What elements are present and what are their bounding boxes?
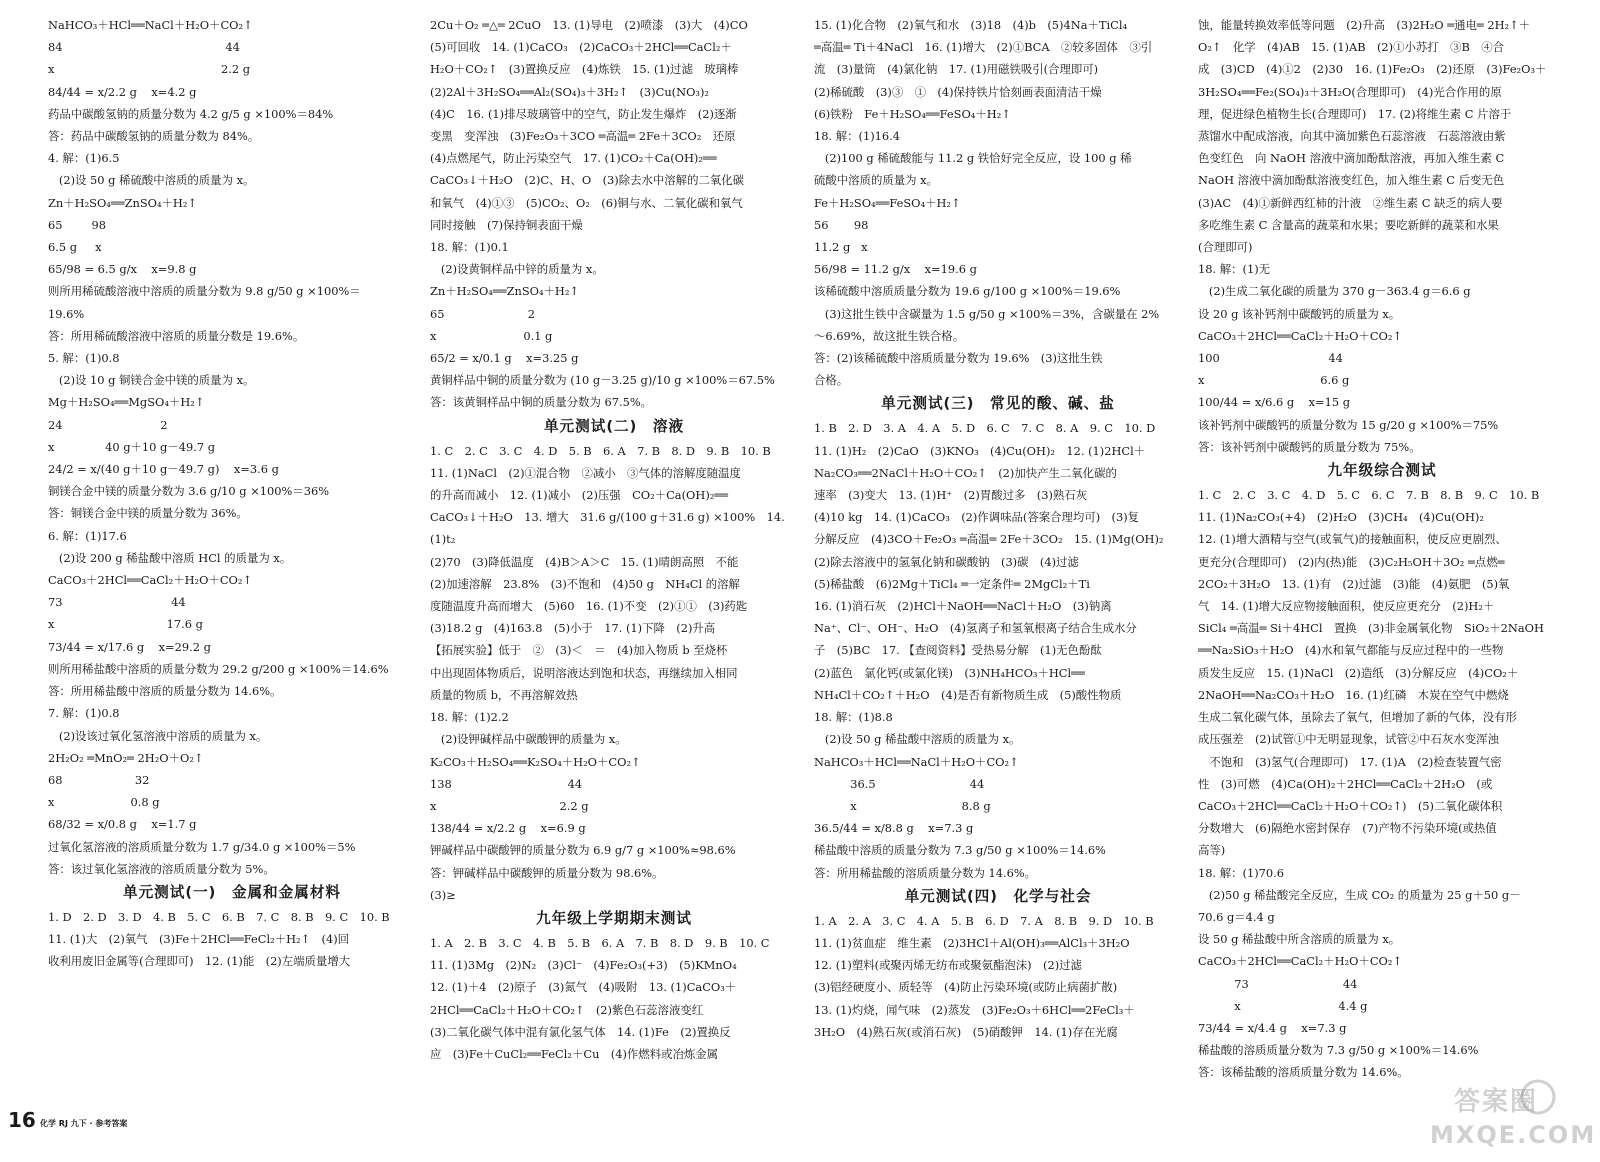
answer-line: (2)设 50 g 稀硫酸中溶质的质量为 x。 (48, 173, 255, 188)
column-1 (48, 14, 416, 973)
answer-line: (3)铝经硬度小、质轻等 (4)防止污染环境(或防止病菌扩散) (814, 980, 1118, 995)
answer-line: 36.5 44 (814, 776, 985, 791)
answer-line: 73/44 = x/4.4 g x=7.3 g (1198, 1020, 1347, 1035)
answer-line: 过氧化氢溶液的溶质质量分数为 1.7 g/34.0 g ×100%＝5% (48, 839, 356, 854)
answer-line: x 2.2 g (430, 798, 589, 813)
answer-line: 分解反应 (4)3CO＋Fe₂O₃ ═高温═ 2Fe＋3CO₂ 15. (1)Mg(OH)₂ (814, 532, 1164, 547)
column-4 (1198, 14, 1566, 1084)
answer-line: Zn＋H₂SO₄══ZnSO₄＋H₂↑ (430, 284, 579, 299)
answer-line: 24 2 (48, 417, 168, 432)
answer-line: 的升高而减小 12. (1)减小 (2)压强 CO₂＋Ca(OH)₂══ (430, 488, 729, 503)
answer-line: (2)设钾碱样品中碳酸钾的质量为 x。 (430, 732, 627, 747)
answer-line: 65/98 = 6.5 g/x x=9.8 g (48, 262, 197, 277)
answer-line: 2NaOH══Na₂CO₃＋H₂O 16. (1)红磷 木炭在空气中燃烧 (1198, 687, 1509, 702)
answer-line: 度随温度升高而增大 (5)60 16. (1)不变 (2)①① (3)药匙 (430, 599, 748, 614)
answer-line: 成压强差 (2)试管①中无明显现象，试管②中石灰水变浑浊 (1198, 732, 1499, 747)
answer-line: 稀盐酸中溶质的质量分数为 7.3 g/50 g ×100%＝14.6% (814, 843, 1106, 858)
answer-line: 3H₂SO₄══Fe₂(SO₄)₃＋3H₂O(合理即可) (4)光合作用的原 (1198, 84, 1502, 99)
answer-line: 质发生反应 15. (1)NaCl (2)造纸 (3)分解反应 (4)CO₂＋ (1198, 665, 1519, 680)
answer-line: (2)100 g 稀硫酸能与 11.2 g 铁恰好完全反应，设 100 g 稀 (814, 151, 1132, 166)
answer-line: (3)AC (4)①新鲜西红柿的汁液 ②维生素 C 缺乏的病人要 (1198, 195, 1503, 210)
answer-line: (合理即可) (1198, 240, 1253, 255)
answer-line: 铜镁合金中镁的质量分数为 3.6 g/10 g ×100%＝36% (48, 484, 330, 499)
answer-line: 性 (3)可燃 (4)Ca(OH)₂＋2HCl══CaCl₂＋2H₂O (或 (1198, 776, 1493, 791)
answer-line: (2)设黄铜样品中锌的质量为 x。 (430, 262, 604, 277)
answer-line: (2)除去溶液中的氢氧化钠和碳酸钠 (3)碳 (4)过滤 (814, 554, 1079, 569)
section-heading: 九年级上学期期末测试 (536, 909, 692, 927)
answer-line: 钾碱样品中碳酸钾的质量分数为 6.9 g/7 g ×100%≈98.6% (430, 843, 736, 858)
answer-line: 1. A 2. B 3. C 4. B 5. B 6. A 7. B 8. D 9. B 10. C (430, 935, 770, 950)
answer-line: 理，促进绿色植物生长(合理即可) 17. (2)将维生素 C 片溶于 (1198, 106, 1512, 121)
answer-line: 应 (3)Fe＋CuCl₂══FeCl₂＋Cu (4)作燃料或冶炼金属 (430, 1046, 719, 1061)
answer-line: 答：该稀盐酸的溶质质量分数为 14.6%。 (1198, 1065, 1409, 1080)
answer-line: 84/44 = x/2.2 g x=4.2 g (48, 84, 197, 99)
answer-line: NaHCO₃＋HCl══NaCl＋H₂O＋CO₂↑ (814, 754, 1019, 769)
answer-line: 该补钙剂中碳酸钙的质量分数为 15 g/20 g ×100%＝75% (1198, 417, 1499, 432)
answer-line: 12. (1)＋4 (2)原子 (3)氮气 (4)吸附 13. (1)CaCO₃＋ (430, 980, 737, 995)
answer-line: (2)设 50 g 稀盐酸中溶质的质量为 x。 (814, 732, 1021, 747)
answer-line: 黄铜样品中铜的质量分数为 (10 g－3.25 g)/10 g ×100%＝67.5% (430, 373, 775, 388)
answer-line: 12. (1)增大酒精与空气(或氧气)的接触面积，使反应更剧烈、 (1198, 532, 1507, 547)
answer-line: Fe＋H₂SO₄══FeSO₄＋H₂↑ (814, 195, 961, 210)
watermark-line2: MXQE.COM (1430, 1121, 1597, 1149)
answer-line: 18. 解：(1)8.8 (814, 710, 893, 725)
answer-line: (2)设该过氧化氢溶液中溶质的质量为 x。 (48, 728, 268, 743)
section-heading: 单元测试(一) 金属和金属材料 (122, 883, 342, 901)
answer-line: x 17.6 g (48, 617, 203, 632)
answer-line: CaCO₃＋2HCl══CaCl₂＋H₂O＋CO₂↑) (5)二氧化碳体积 (1198, 798, 1503, 813)
answer-line: (2)稀硫酸 (3)③ ① (4)保持铁片恰刻画表面清洁干燥 (814, 84, 1102, 99)
answer-line: CaCO₃＋2HCl══CaCl₂＋H₂O＋CO₂↑ (48, 573, 252, 588)
answer-line: x 0.1 g (430, 328, 553, 343)
answer-line: 合格。 (814, 373, 849, 388)
answer-line: (5)稀盐酸 (6)2Mg＋TiCl₄ ═一定条件═ 2MgCl₂＋Ti (814, 576, 1090, 591)
column-2 (430, 14, 798, 1065)
answer-line: CaCO₃↓＋H₂O 13. 增大 31.6 g/(100 g＋31.6 g) ×100% 14. (1)t₂ (430, 510, 789, 547)
answer-line: (2)生成二氧化碳的质量为 370 g－363.4 g＝6.6 g (1198, 284, 1471, 299)
answer-line: Na₂CO₃══2NaCl＋H₂O＋CO₂↑ (2)加快产生二氧化碳的 (814, 465, 1117, 480)
answer-line: x 4.4 g (1198, 998, 1368, 1013)
answer-line: 设 20 g 该补钙剂中碳酸钙的质量为 x。 (1198, 306, 1401, 321)
answer-line: 138/44 = x/2.2 g x=6.9 g (430, 821, 586, 836)
answer-line: 蒸馏水中配成溶液，向其中滴加紫色石蕊溶液 石蕊溶液由紫 (1198, 129, 1506, 144)
answer-line: 2H₂O₂ ═MnO₂═ 2H₂O＋O₂↑ (48, 750, 204, 765)
answer-line: 硫酸中溶质的质量为 x。 (814, 173, 938, 188)
answer-line: (2)加速溶解 23.8% (3)不饱和 (4)50 g NH₄Cl 的溶解 (430, 576, 740, 591)
answer-line: H₂O＋CO₂↑ (3)置换反应 (4)炼铁 15. (1)过滤 玻璃棒 (430, 62, 739, 77)
watermark-line1: 答案圈 (1454, 1087, 1539, 1117)
answer-line: 12. (1)塑料(或聚丙烯无纺布或聚氨酯泡沫) (2)过滤 (814, 958, 1082, 973)
answer-line: 65 98 (48, 217, 106, 232)
answer-line: 色变红色 向 NaOH 溶液中滴加酚酞溶液，再加入维生素 C (1198, 151, 1505, 166)
answer-line: (2)70 (3)降低温度 (4)B＞A＞C 15. (1)晴朗高照 不能 (430, 554, 739, 569)
answer-line: 质量的物质 b，不再溶解效热 (430, 687, 578, 702)
answer-line: 65 2 (430, 306, 536, 321)
answer-line: 68/32 = x/0.8 g x=1.7 g (48, 817, 197, 832)
answer-line: 11. (1)Na₂CO₃(+4) (2)H₂O (3)CH₄ (4)Cu(OH)₂ (1198, 510, 1484, 525)
answer-line: 4. 解：(1)6.5 (48, 151, 120, 166)
answer-line: 2CO₂＋3H₂O 13. (1)有 (2)过滤 (3)能 (4)氨肥 (5)氧 (1198, 576, 1510, 591)
answer-line: 6. 解：(1)17.6 (48, 528, 127, 543)
answer-line: 【拓展实验】低于 ② (3)＜ ＝ (4)加入物质 b 至烧杯 (430, 643, 728, 658)
answer-line: 和氧气 (4)①③ (5)CO₂、O₂ (6)铜与水、二氧化碳和氧气 (430, 195, 743, 210)
answer-line: (2)蓝色 氯化钙(或氯化镁) (3)NH₄HCO₃＋HCl══ (814, 665, 1085, 680)
section-heading: 单元测试(三) 常见的酸、碱、盐 (881, 395, 1115, 413)
answer-line: NH₄Cl＋CO₂↑＋H₂O (4)是否有新物质生成 (5)酸性物质 (814, 687, 1122, 702)
answer-line: (3)这批生铁中含碳量为 1.5 g/50 g ×100%＝3%，含碳量在 2% (814, 306, 1160, 321)
answer-line: 11. (1)H₂ (2)CaO (3)KNO₃ (4)Cu(OH)₂ 12. (1)2HCl＋ (814, 443, 1146, 458)
answer-line: NaOH 溶液中滴加酚酞溶液变红色，加入维生素 C 后变无色 (1198, 173, 1505, 188)
answer-line: 收利用废旧金属等(合理即可) 12. (1)能 (2)左端质量增大 (48, 954, 351, 969)
answer-line: 73 44 (1198, 976, 1358, 991)
answer-line: 73/44 = x/17.6 g x=29.2 g (48, 639, 211, 654)
answer-line: 11. (1)3Mg (2)N₂ (3)Cl⁻ (4)Fe₂O₃(+3) (5)KMnO₄ (430, 958, 737, 973)
answer-line: SiCl₄ ═高温═ Si＋4HCl 置换 (3)非金属氧化物 SiO₂＋2NaOH (1198, 621, 1544, 636)
answer-line: 答：该补钙剂中碳酸钙的质量分数为 75%。 (1198, 439, 1421, 454)
section-heading: 单元测试(四) 化学与社会 (904, 887, 1092, 905)
answer-line: 11. (1)大 (2)氧气 (3)Fe＋2HCl══FeCl₂＋H₂↑ (4)回 (48, 932, 350, 947)
answer-line: CaCO₃＋2HCl══CaCl₂＋H₂O＋CO₂↑ (1198, 328, 1402, 343)
answer-line: (3)≥ (430, 887, 456, 902)
answer-line: (5)可回收 14. (1)CaCO₃ (2)CaCO₃＋2HCl══CaCl₂＋ (430, 40, 732, 55)
column-3 (814, 14, 1182, 1043)
answer-line: 气 14. (1)增大反应物接触面积，使反应更充分 (2)H₂＋ (1198, 599, 1495, 614)
answer-line: 生成二氧化碳气体，虽除去了氧气，但增加了新的气体，没有形 (1198, 710, 1517, 725)
answer-line: 1. B 2. D 3. A 4. A 5. D 6. C 7. C 8. A 9. C 10. D (814, 421, 1156, 436)
answer-line: 答：所用稀盐酸中溶质的质量分数为 14.6%。 (48, 684, 282, 699)
answer-line: 变黑 变浑浊 (3)Fe₂O₃＋3CO ═高温═ 2Fe＋3CO₂ 还原 (430, 129, 736, 144)
answer-line: 11.2 g x (814, 240, 868, 255)
answer-line: 1. C 2. C 3. C 4. D 5. C 6. C 7. B 8. B 9. C 10. B (1198, 488, 1540, 503)
answer-line: 15. (1)化合物 (2)氧气和水 (3)18 (4)b (5)4Na＋TiCl₄ (814, 18, 1128, 32)
answer-line: 不饱和 (3)氢气(合理即可) 17. (1)A (2)检查装置气密 (1198, 754, 1502, 769)
answer-line: (2)50 g 稀盐酸完全反应，生成 CO₂ 的质量为 25 g＋50 g－ (1198, 887, 1521, 902)
answer-line: Mg＋H₂SO₄══MgSO₄＋H₂↑ (48, 395, 205, 410)
answer-line: 成 (3)CD (4)①2 (2)30 16. (1)Fe₂O₃ (2)还原 (3)Fe₂O₃＋ (1198, 62, 1547, 77)
answer-line: CaCO₃＋2HCl══CaCl₂＋H₂O＋CO₂↑ (1198, 954, 1402, 969)
answer-line: Zn＋H₂SO₄══ZnSO₄＋H₂↑ (48, 195, 197, 210)
answer-line: 84 44 (48, 40, 240, 55)
answer-line: 药品中碳酸氢钠的质量分数为 4.2 g/5 g ×100%＝84% (48, 106, 334, 121)
answer-line: 36.5/44 = x/8.8 g x=7.3 g (814, 821, 974, 836)
answer-line: 子 (5)BC 17. 【查阅资料】受热易分解 (1)无色酚酞 (814, 643, 1102, 658)
answer-line: 68 32 (48, 772, 150, 787)
answer-line: NaHCO₃＋HCl══NaCl＋H₂O＋CO₂↑ (48, 18, 253, 32)
answer-line: K₂CO₃＋H₂SO₄══K₂SO₄＋H₂O＋CO₂↑ (430, 754, 641, 769)
answer-line: 则所用稀盐酸中溶质的质量分数为 29.2 g/200 g ×100%＝14.6% (48, 661, 389, 676)
answer-line: 18. 解：(1)0.1 (430, 240, 509, 255)
answer-line: 多吃维生素 C 含量高的蔬菜和水果；要吃新鲜的蔬菜和水果 (1198, 217, 1499, 232)
answer-line: 6.5 g x (48, 240, 102, 255)
answer-line: ～6.69%，故这批生铁合格。 (814, 328, 965, 343)
answer-line: 速率 (3)变大 13. (1)H⁺ (2)胃酸过多 (3)熟石灰 (814, 488, 1088, 503)
answer-line: 19.6% (48, 306, 85, 321)
answer-line: 流 (3)量筒 (4)氯化钠 17. (1)用磁铁吸引(合理即可) (814, 62, 1099, 77)
answer-line: 5. 解：(1)0.8 (48, 351, 120, 366)
answer-line: (3)二氧化碳气体中混有氯化氢气体 14. (1)Fe (2)置换反 (430, 1024, 731, 1039)
answer-line: 3H₂O (4)熟石灰(或消石灰) (5)硝酸钾 14. (1)存在光腐 (814, 1024, 1118, 1039)
answer-line: ══Na₂SiO₃＋H₂O (4)水和氧气都能与反应过程中的一些物 (1198, 643, 1504, 658)
answer-line: 1. D 2. D 3. D 4. B 5. C 6. B 7. C 8. B 9. C 10. B (48, 909, 390, 924)
answer-line: 该稀硫酸中溶质质量分数为 19.6 g/100 g ×100%＝19.6% (814, 284, 1121, 299)
answer-line: 同时接触 (7)保持铜表面干燥 (430, 217, 583, 232)
answer-line: 24/2 = x/(40 g＋10 g－49.7 g) x=3.6 g (48, 462, 279, 477)
answer-line: 16. (1)消石灰 (2)HCl＋NaOH══NaCl＋H₂O (3)钠离 (814, 599, 1112, 614)
footer-label: 化学 RJ 九下 · 参考答案 (40, 1119, 128, 1128)
answer-line: x 6.6 g (1198, 373, 1350, 388)
answer-line: 答：药品中碳酸氢钠的质量分数为 84%。 (48, 129, 260, 144)
answer-line: 则所用稀硫酸溶液中溶质的质量分数为 9.8 g/50 g ×100%＝ (48, 284, 361, 299)
answer-line: x 40 g＋10 g－49.7 g (48, 439, 215, 454)
section-heading: 单元测试(二) 溶液 (543, 417, 685, 435)
answer-line: (4)C 16. (1)排尽玻璃管中的空气，防止发生爆炸 (2)逐渐 (430, 106, 737, 121)
answer-line: 答：铜镁合金中镁的质量分数为 36%。 (48, 506, 248, 521)
answer-line: CaCO₃↓＋H₂O (2)C、H、O (3)除去水中溶解的二氧化碳 (430, 173, 745, 188)
answer-line: 答：(2)该稀硫酸中溶质质量分数为 19.6% (3)这批生铁 (814, 351, 1103, 366)
answer-line: 70.6 g＝4.4 g (1198, 909, 1275, 924)
answer-line: (4)10 kg 14. (1)CaCO₃ (2)作调味品(答案合理均可) (3)复 (814, 510, 1140, 525)
answer-line: 答：所用稀盐酸的溶质质量分数为 14.6%。 (814, 865, 1037, 880)
answer-line: 高等) (1198, 843, 1226, 858)
answer-line: 65/2 = x/0.1 g x=3.25 g (430, 351, 579, 366)
answer-line: Na⁺、Cl⁻、OH⁻、H₂O (4)氢离子和氢氧根离子结合生成水分 (814, 621, 1137, 636)
answer-line: 1. C 2. C 3. C 4. D 5. B 6. A 7. B 8. D 9. B 10. B (430, 443, 771, 458)
answer-line: 13. (1)灼烧，闻气味 (2)蒸发 (3)Fe₂O₃＋6HCl══2FeCl₃＋ (814, 1002, 1135, 1017)
answer-line: x 2.2 g (48, 62, 251, 77)
answer-line: 73 44 (48, 595, 186, 610)
answer-line: (6)铁粉 Fe＋H₂SO₄══FeSO₄＋H₂↑ (814, 106, 1011, 121)
answer-line: (2)设 200 g 稀盐酸中溶质 HCl 的质量为 x。 (48, 550, 292, 565)
answer-line: 100 44 (1198, 351, 1343, 366)
answer-line: 18. 解：(1)无 (1198, 262, 1271, 277)
answer-line: (3)18.2 g (4)163.8 (5)小于 17. (1)下降 (2)升高 (430, 621, 716, 636)
answer-line: 56 98 (814, 217, 869, 232)
answer-line: 56/98 = 11.2 g/x x=19.6 g (814, 262, 977, 277)
answer-line: 11. (1)贫血症 维生素 (2)3HCl＋Al(OH)₃══AlCl₃＋3H₂O (814, 935, 1130, 950)
answer-line: 设 50 g 稀盐酸中所含溶质的质量为 x。 (1198, 932, 1401, 947)
answer-line: 答：该黄铜样品中铜的质量分数为 67.5%。 (430, 395, 653, 410)
answer-line: 1. A 2. A 3. C 4. A 5. B 6. D 7. A 8. B 9. D 10. B (814, 913, 1154, 928)
answer-line: (2)设 10 g 铜镁合金中镁的质量为 x。 (48, 373, 255, 388)
watermark-logo (1420, 1075, 1597, 1155)
answer-line: 100/44 = x/6.6 g x=15 g (1198, 395, 1351, 410)
answer-line: 18. 解：(1)70.6 (1198, 865, 1285, 880)
answer-line: 答：钾碱样品中碳酸钾的质量分数为 98.6%。 (430, 865, 664, 880)
answer-line: 蚀，能量转换效率低等问题 (2)升高 (3)2H₂O ═通电═ 2H₂↑＋ (1198, 18, 1531, 32)
answer-line: 分数增大 (6)隔绝水密封保存 (7)产物不污染环境(或热值 (1198, 821, 1497, 836)
answer-line: 中出现固体物质后，说明溶液达到饱和状态，再继续加入相同 (430, 665, 738, 680)
answer-line: 138 44 (430, 776, 583, 791)
answer-line: 18. 解：(1)2.2 (430, 710, 509, 725)
answer-line: (2)2Al＋3H₂SO₄══Al₂(SO₄)₃＋3H₂↑ (3)Cu(NO₃)₂ (430, 84, 709, 99)
answer-line: x 0.8 g (48, 795, 160, 810)
answer-line: x 8.8 g (814, 798, 991, 813)
section-heading: 九年级综合测试 (1327, 462, 1437, 480)
answer-line: (4)点燃尾气，防止污染空气 17. (1)CO₂＋Ca(OH)₂══ (430, 151, 717, 166)
answer-line: ═高温═ Ti＋4NaCl 16. (1)增大 (2)①BCA ②较多固体 ③引 (814, 40, 1153, 55)
answer-line: 18. 解：(1)16.4 (814, 129, 901, 144)
page-number: 16 (8, 1108, 36, 1132)
answer-line: 答：该过氧化氢溶液的溶质质量分数为 5%。 (48, 861, 275, 876)
answer-line: 答：所用稀硫酸溶液中溶质的质量分数是 19.6%。 (48, 328, 305, 343)
answer-line: O₂↑ 化学 (4)AB 15. (1)AB (2)①小苏打 ③B ④合 (1198, 40, 1505, 55)
answer-line: 11. (1)NaCl (2)①混合物 ②减小 ③气体的溶解度随温度 (430, 465, 741, 480)
answer-line: 稀盐酸的溶质质量分数为 7.3 g/50 g ×100%＝14.6% (1198, 1043, 1479, 1058)
answer-line: 7. 解：(1)0.8 (48, 706, 120, 721)
answer-line: 2HCl══CaCl₂＋H₂O＋CO₂↑ (2)紫色石蕊溶液变红 (430, 1002, 704, 1017)
answer-line: 更充分(合理即可) (2)内(热)能 (3)C₂H₅OH＋3O₂ ═点燃═ (1198, 554, 1505, 569)
answer-line: 2Cu＋O₂ ═△═ 2CuO 13. (1)导电 (2)喷漆 (3)大 (4)CO (430, 18, 748, 32)
